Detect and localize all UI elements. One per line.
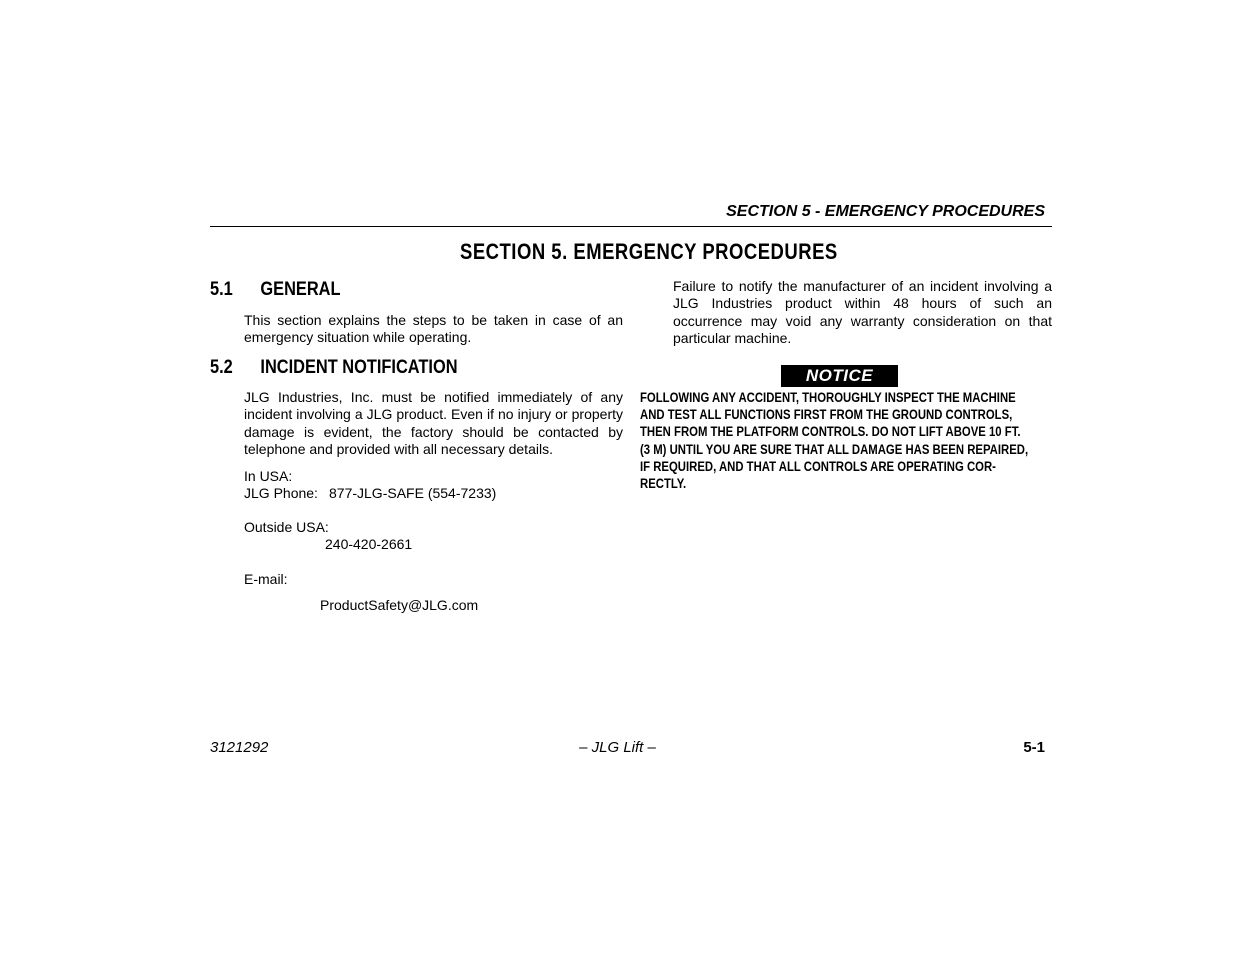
heading-incident — [210, 355, 458, 379]
footer-center: – JLG Lift – — [579, 739, 656, 756]
heading-general — [210, 277, 340, 301]
email-label: E-mail: — [244, 571, 288, 587]
running-head: SECTION 5 - EMERGENCY PROCEDURES — [726, 203, 1045, 220]
phone-value: 877-JLG-SAFE (554-7233) — [329, 485, 497, 501]
outside-usa-value: 240-420-2661 — [325, 536, 413, 552]
in-usa-label: In USA: — [244, 468, 293, 484]
notice-line: AND TEST ALL FUNCTIONS FIRST FROM THE GROUND CONTROLS, — [640, 407, 1013, 423]
outside-usa-label: Outside USA: — [244, 519, 329, 535]
notice-line: THEN FROM THE PLATFORM CONTROLS. DO NOT LIFT ABOVE 10 FT. — [640, 424, 1021, 440]
notice-line: (3 M) UNTIL YOU ARE SURE THAT ALL DAMAGE HAS BEEN REPAIRED, — [640, 441, 1029, 457]
footer-doc-number: 3121292 — [210, 739, 269, 756]
heading-incident-number: 5.2 — [210, 356, 233, 378]
section-title: SECTION 5. EMERGENCY PROCEDURES — [460, 239, 838, 264]
heading-general-number: 5.1 — [210, 278, 233, 300]
header-rule — [210, 226, 1052, 227]
heading-general-title: GENERAL — [260, 278, 341, 300]
notice-line: IF REQUIRED, AND THAT ALL CONTROLS ARE OPERATING COR- — [640, 458, 996, 474]
phone-label: JLG Phone: — [244, 485, 318, 501]
notice-text — [640, 389, 1052, 492]
notice-line: FOLLOWING ANY ACCIDENT, THOROUGHLY INSPECT THE MACHINE — [640, 390, 1016, 405]
email-value: ProductSafety@JLG.com — [320, 597, 479, 613]
heading-incident-title: INCIDENT NOTIFICATION — [260, 356, 458, 378]
general-paragraph: This section explains the steps to be taken in case of an emergency situation while operating. — [244, 312, 623, 346]
warranty-paragraph: Failure to notify the manufacturer of an incident involving a JLG Industries product within 48 hours of such an occurrence may void any warranty consideration on that particular machine. — [673, 278, 1052, 346]
notice-line: RECTLY. — [640, 476, 687, 492]
incident-paragraph: JLG Industries, Inc. must be notified immediately of any incident involving a JLG product. Even if no injury or property damage is evident, the factory should be contacted by telephone and provided with all necessary details. — [244, 389, 623, 457]
notice-badge: NOTICE — [781, 365, 898, 387]
footer-page-number: 5-1 — [1023, 739, 1045, 756]
